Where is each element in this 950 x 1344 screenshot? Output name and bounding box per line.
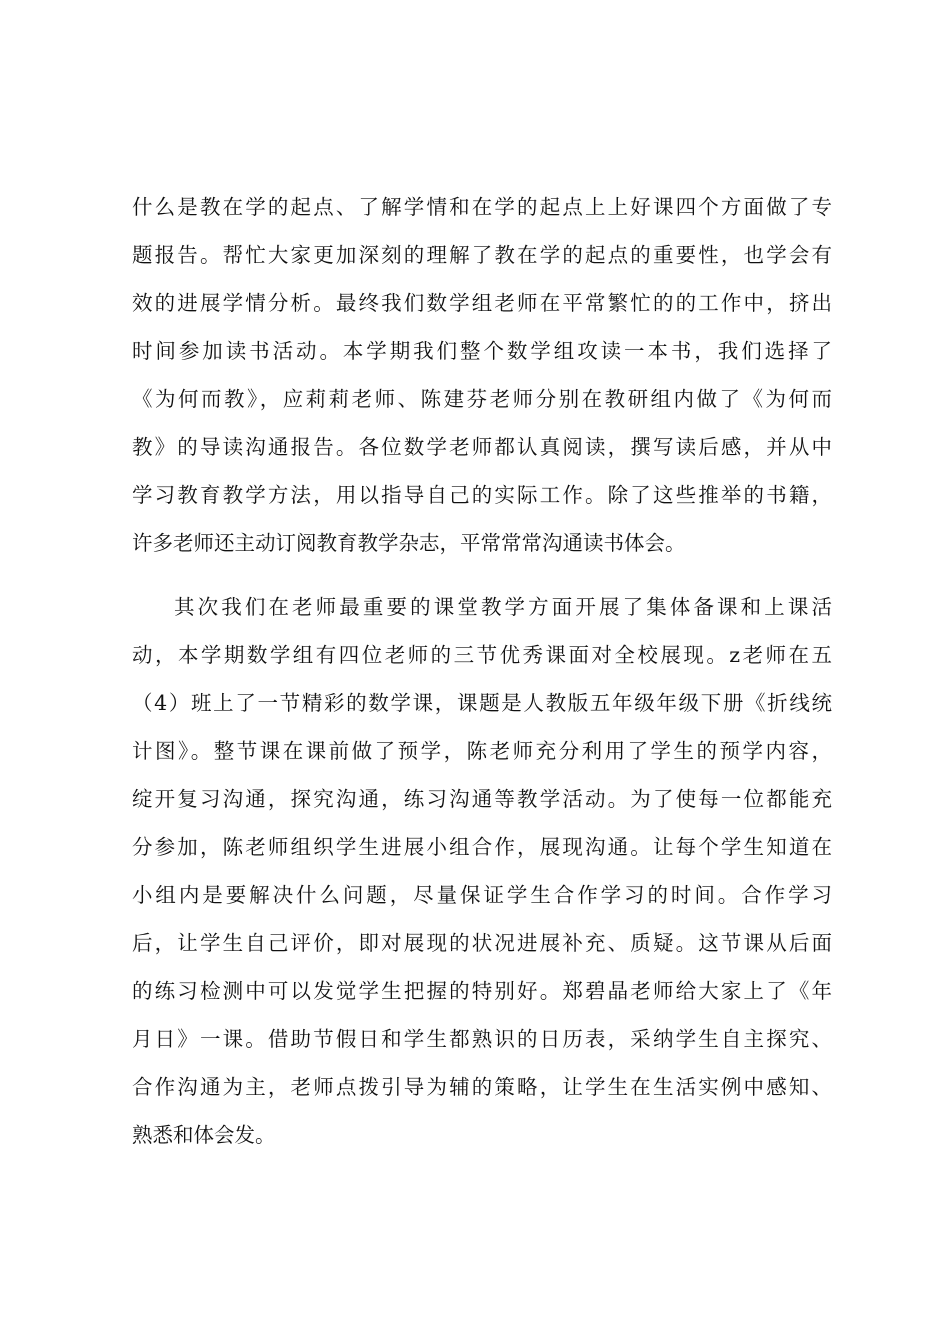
paragraph-2-line-1: 其次我们在老师最重要的课堂教学方面开展了集体备课和上课活 [174, 595, 832, 619]
paragraph-2-line-11: 合作沟通为主，老师点拨引导为辅的策略，让学生在生活实例中感知、 [132, 1075, 832, 1099]
paragraph-2-line-12: 熟悉和体会发。 [132, 1123, 276, 1147]
paragraph-2-line-8: 后，让学生自己评价，即对展现的状况进展补充、质疑。这节课从后面 [132, 931, 832, 955]
paragraph-1-line-2: 题报告。帮忙大家更加深刻的理解了教在学的起点的重要性，也学会有 [132, 243, 832, 267]
paragraph-2-line-10: 月日》一课。借助节假日和学生都熟识的日历表，采纳学生自主探究、 [132, 1027, 832, 1051]
paragraph-2-line-2: 动，本学期数学组有四位老师的三节优秀课面对全校展现。z老师在五 [132, 643, 832, 667]
paragraph-2-line-7: 小组内是要解决什么问题，尽量保证学生合作学习的时间。合作学习 [132, 883, 832, 907]
paragraph-2-line-6: 分参加，陈老师组织学生进展小组合作，展现沟通。让每个学生知道在 [132, 835, 832, 859]
paragraph-1-line-7: 学习教育教学方法，用以指导自己的实际工作。除了这些推举的书籍， [132, 483, 832, 507]
paragraph-1 [132, 183, 832, 567]
paragraph-1-line-4: 时间参加读书活动。本学期我们整个数学组攻读一本书，我们选择了 [132, 339, 832, 363]
paragraph-1-line-5: 《为何而教》，应莉莉老师、陈建芬老师分别在教研组内做了《为何而 [132, 387, 832, 411]
paragraph-1-line-1: 什么是教在学的起点、了解学情和在学的起点上上好课四个方面做了专 [132, 195, 832, 219]
paragraph-2-line-5: 绽开复习沟通，探究沟通，练习沟通等教学活动。为了使每一位都能充 [132, 787, 832, 811]
paragraph-1-line-3: 效的进展学情分析。最终我们数学组老师在平常繁忙的的工作中，挤出 [132, 291, 832, 315]
paragraph-1-line-6: 教》的导读沟通报告。各位数学老师都认真阅读，撰写读后感，并从中 [132, 435, 832, 459]
paragraph-2 [132, 583, 832, 1159]
paragraph-1-line-8: 许多老师还主动订阅教育教学杂志，平常常常沟通读书体会。 [132, 531, 686, 555]
paragraph-2-line-3: （4）班上了一节精彩的数学课，课题是人教版五年级年级下册《折线统 [132, 691, 832, 715]
paragraph-2-line-4: 计图》。整节课在课前做了预学，陈老师充分利用了学生的预学内容， [132, 739, 832, 763]
paragraph-2-line-9: 的练习检测中可以发觉学生把握的特别好。郑碧晶老师给大家上了《年 [132, 979, 832, 1003]
